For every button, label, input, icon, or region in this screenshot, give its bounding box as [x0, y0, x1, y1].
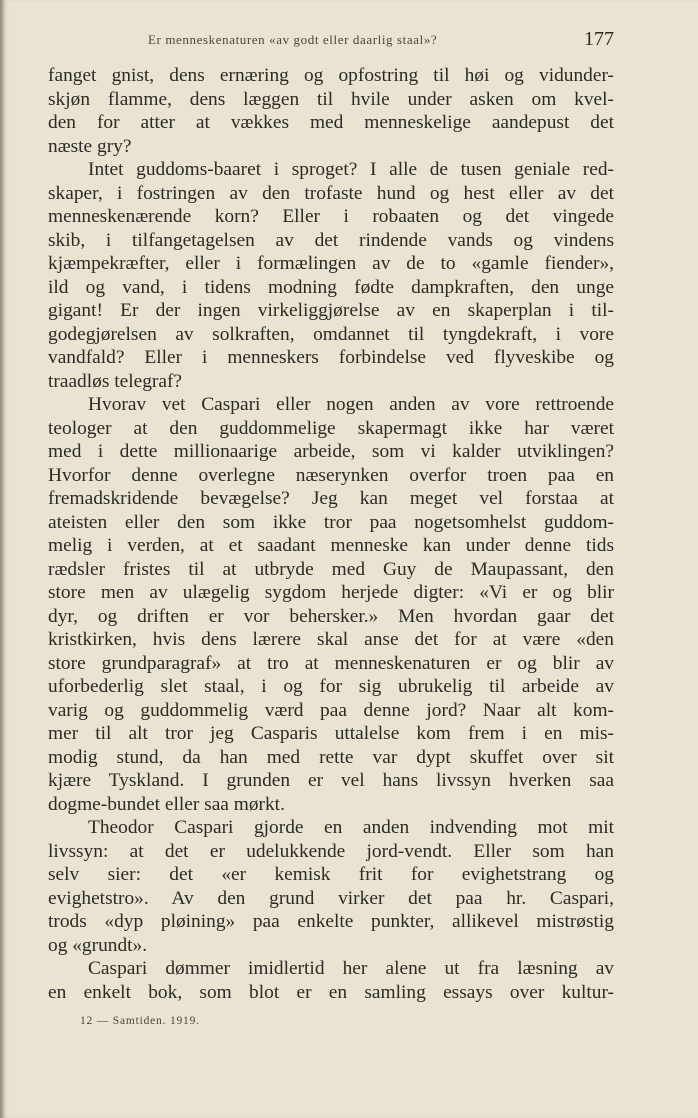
binding-edge — [0, 0, 5, 1118]
text-line: fanget gnist, dens ernæring og opfostring til høi og vidunder- — [48, 65, 614, 86]
text-line: ild og vand, i tidens modning fødte dampkraften, den unge — [48, 276, 614, 298]
signature-mark: 12 — Samtiden. 1919. — [80, 1015, 200, 1027]
text-line: en enkelt bok, som blot er en samling essays over kultur- — [48, 981, 614, 1003]
page-header — [48, 28, 614, 52]
text-line: menneskenærende korn? Eller i robaaten og det vingede — [48, 206, 614, 227]
text-line: Hvorav vet Caspari eller nogen anden av vore rettroende — [88, 394, 614, 415]
text-line: skaper, i fostringen av den trofaste hund og hest eller av det — [48, 182, 614, 204]
text-line: skjøn flamme, dens læggen til hvile under asken om kvel- — [48, 88, 614, 110]
text-line: modig stund, da han med rette var dypt skuffet over sit — [48, 746, 614, 768]
text-line: teologer at den guddommelige skapermagt ikke har været — [48, 417, 614, 439]
text-line: vandfald? Eller i menneskers forbindelse ved flyveskibe og — [48, 347, 614, 368]
text-line: dogme-bundet eller saa mørkt. — [48, 793, 285, 815]
text-line: kjæmpekræfter, eller i formælingen av de to «gamle fiender», — [48, 253, 614, 274]
text-line: dyr, og driften er vor behersker.» Men hvordan gaar det — [48, 605, 614, 627]
text-line: Intet guddoms-baaret i sproget? I alle de tusen geniale red- — [88, 159, 614, 180]
text-line: uforbederlig slet staal, i og for sig ubrukelig til arbeide av — [48, 676, 614, 697]
text-line: fremadskridende bevægelse? Jeg kan meget vel forstaa at — [48, 488, 614, 509]
text-line: traadløs telegraf? — [48, 370, 183, 392]
text-line: skib, i tilfangetagelsen av det rindende vands og vindens — [48, 229, 614, 251]
text-line: mer til alt tror jeg Casparis uttalelse kom frem i en mis- — [48, 723, 614, 744]
page-number: 177 — [584, 28, 614, 50]
text-line: Theodor Caspari gjorde en anden indvending mot mit — [88, 817, 614, 838]
text-line: selv sier: det «er kemisk frit for evighetstrang og — [48, 864, 614, 885]
text-line: Hvorfor denne overlegne næserynken overfor troen paa en — [48, 464, 614, 486]
text-line: gigant! Er der ingen virkeliggjørelse av en skaperplan i til- — [48, 300, 614, 321]
text-line: den for atter at vækkes med menneskelige aandepust det — [48, 112, 614, 133]
text-line: varig og guddommelig værd paa denne jord? Naar alt kom- — [48, 699, 614, 721]
text-line: melig i verden, at et saadant menneske kan under denne tids — [48, 535, 614, 556]
text-line: store grundparagraf» at tro at menneskenaturen er og blir av — [48, 652, 614, 674]
text-line: Caspari dømmer imidlertid her alene ut fra læsning av — [88, 958, 614, 979]
text-line: med i dette millionaarige arbeide, som vi kalder utviklingen? — [48, 441, 614, 462]
text-line: rædsler fristes til at utbryde med Guy de Maupassant, den — [48, 558, 614, 580]
text-line: livssyn: at det er udelukkende jord-vendt. Eller som han — [48, 840, 614, 862]
text-line: næste gry? — [48, 135, 132, 157]
text-line: store men av ulægelig sygdom herjede digter: «Vi er og blir — [48, 582, 614, 603]
text-line: trods «dyp pløining» paa enkelte punkter, allikevel mistrøstig — [48, 911, 614, 932]
text-line: kjære Tyskland. I grunden er vel hans livssyn hverken saa — [48, 770, 614, 791]
text-line: og «grundt». — [48, 934, 148, 956]
text-line: kristkirken, hvis dens lærere skal anse det for at være «den — [48, 629, 614, 650]
text-line: ateisten eller den som ikke tror paa nogetsomhelst guddom- — [48, 511, 614, 533]
running-title: Er menneskenaturen «av godt eller daarlig staal»? — [148, 32, 438, 47]
text-line: godegjørelsen av solkraften, omdannet til tyngdekraft, i vore — [48, 323, 614, 345]
body-text — [48, 64, 614, 1004]
text-line: evighetstro». Av den grund virker det paa hr. Caspari, — [48, 887, 614, 909]
